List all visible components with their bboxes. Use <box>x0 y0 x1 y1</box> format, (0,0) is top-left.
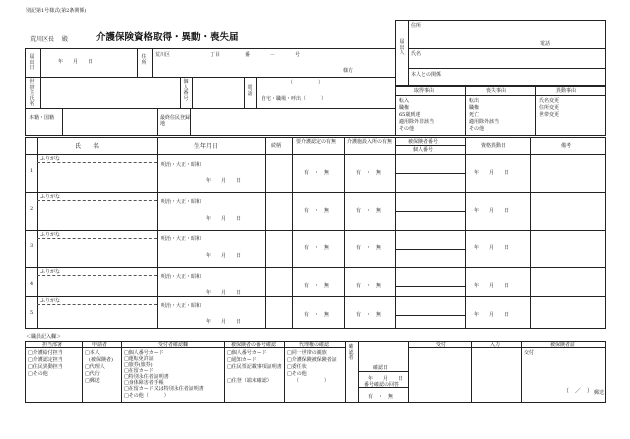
col-change-date: 資格異動日 <box>481 143 507 149</box>
furigana-label: ふりがな <box>40 232 61 238</box>
reporter-item: □本人 <box>85 350 100 356</box>
staff-insured-check-label: 被保険者の番号確認 <box>231 342 277 348</box>
last-residence-label: 最終住民登録地 <box>160 115 191 127</box>
reporter-item: □代理人 <box>85 364 105 370</box>
id-item: □旅券(旅券) <box>124 362 153 368</box>
facility-yes-no: 有 ・ 無 <box>356 312 382 318</box>
dept-item: □その他 <box>28 371 48 377</box>
care-yes-no: 有 ・ 無 <box>304 170 330 176</box>
addressee-honorific: 殿 <box>62 36 69 43</box>
change-date: 年 月 日 <box>474 170 510 176</box>
agent-item: □委任状 <box>287 364 307 370</box>
birth-ymd: 年 月 日 <box>206 290 242 296</box>
staff-dept-label: 担当部署 <box>42 342 63 348</box>
address-value: 荒川区 丁目 番 － 号 <box>155 52 301 58</box>
id-item: □在留カード <box>124 368 154 374</box>
acq-5: その他 <box>399 126 415 132</box>
col-insured-number: 被保険者番号 <box>408 139 439 145</box>
agent-item: □同一世帯の親族 <box>287 350 327 356</box>
birth-eras: 明治・大正・昭和 <box>161 274 202 280</box>
change-2: 住所変更 <box>539 105 560 111</box>
birth-eras: 明治・大正・昭和 <box>161 162 202 168</box>
reporter-address-label: 住所 <box>411 23 422 29</box>
card-date: （ ／ ） <box>563 388 594 395</box>
facility-yes-no: 有 ・ 無 <box>356 208 382 214</box>
col-relation: 続柄 <box>271 143 282 149</box>
reporter-relation-label: 本人との関係 <box>411 72 442 78</box>
birth-ymd: 年 月 日 <box>206 178 242 184</box>
date-value: 年 月 日 <box>58 59 94 65</box>
col-care-cert: 要介護認定の有無 <box>296 139 337 145</box>
confirm-date-label: 確認日 <box>373 365 389 371</box>
staff-input-label: 入力 <box>490 342 501 348</box>
facility-yes-no: 有 ・ 無 <box>356 245 382 251</box>
id-item: □特別永住者証明書 <box>124 374 169 380</box>
birth-eras: 明治・大正・昭和 <box>161 199 202 205</box>
col-birth: 生年月日 <box>194 143 219 150</box>
facility-yes-no: 有 ・ 無 <box>356 283 382 289</box>
phone-type: 自宅・職場・呼出（ ） <box>261 96 327 102</box>
reporter-item: □代行 <box>85 371 100 377</box>
change-date: 年 月 日 <box>474 283 510 289</box>
id-item: □個人番号カード <box>124 350 164 356</box>
col-individual-number: 個人番号 <box>413 147 434 153</box>
acq-1: 転入 <box>399 98 410 104</box>
care-yes-no: 有 ・ 無 <box>304 283 330 289</box>
agent-item: □介護保険被保険者証 <box>287 357 337 363</box>
insured-item: □通知カード <box>227 357 257 363</box>
birth-eras: 明治・大正・昭和 <box>161 236 202 242</box>
staff-confirmer-label: 確認者 <box>348 344 354 362</box>
phone-label: 電話 <box>247 85 253 97</box>
staff-agent-check-label: 代理権の確認 <box>299 342 330 348</box>
loss-3: 死亡 <box>469 112 480 118</box>
facility-yes-no: 有 ・ 無 <box>356 170 382 176</box>
number-confirm-label: 番号確認の回答 <box>364 382 400 388</box>
reporter-name-label: 氏名 <box>411 51 422 57</box>
loss-5: その他 <box>469 126 485 132</box>
col-facility: 介護施設入所の有無 <box>347 139 393 145</box>
row-number: 1 <box>30 168 34 174</box>
insured-item: □住登（端末確認） <box>227 378 272 384</box>
id-item: □身体障害者手帳 <box>124 380 164 386</box>
change-3: 世帯変更 <box>539 112 560 118</box>
individual-number-label: 個人番号 <box>183 79 189 102</box>
row-number: 5 <box>30 310 34 316</box>
staff-id-check-label: 受付者確認欄 <box>158 342 189 348</box>
card-mail: 郵送 <box>594 390 605 396</box>
furigana-label: ふりがな <box>40 269 61 275</box>
furigana-label: ふりがな <box>40 194 61 200</box>
reason-header-acquisition: 取得事由 <box>414 88 435 94</box>
col-name: 氏 名 <box>75 143 100 150</box>
staff-card-label: 被保険者証 <box>550 342 576 348</box>
card-delivery: 交付 <box>524 350 535 356</box>
birth-ymd: 年 月 日 <box>206 216 242 222</box>
address-suffix: 様方 <box>343 68 354 74</box>
loss-1: 転出 <box>469 98 480 104</box>
reason-header-loss: 喪失事由 <box>486 88 507 94</box>
reason-header-change: 異動事由 <box>556 88 577 94</box>
insured-item: □住民票記載事項証明書 <box>227 364 282 370</box>
loss-4: 適用除外該当 <box>469 119 500 125</box>
nationality-label: 本籍・国籍 <box>29 115 55 121</box>
care-yes-no: 有 ・ 無 <box>304 312 330 318</box>
page-title: 介護保険資格取得・異動・喪失届 <box>96 32 239 43</box>
phone-value: （ ） <box>288 80 324 86</box>
row-number: 4 <box>30 281 34 287</box>
furigana-label: ふりがな <box>40 156 61 162</box>
staff-reporter-label: 申請者 <box>92 342 108 348</box>
birth-ymd: 年 月 日 <box>206 319 242 325</box>
members-table <box>25 137 606 329</box>
birth-eras: 明治・大正・昭和 <box>161 303 202 309</box>
number-confirm-yes-no: 有 ・ 無 <box>368 394 394 400</box>
change-date: 年 月 日 <box>474 208 510 214</box>
furigana-label: ふりがな <box>40 298 61 304</box>
row-number: 2 <box>30 206 34 212</box>
dept-item: □住民異動担当 <box>28 364 63 370</box>
form-number: 別記第1号様式(第2条関係) <box>26 8 87 14</box>
address-label: 住所 <box>141 54 147 66</box>
id-item: □在留カード又は特別永住者証明書 <box>124 386 204 392</box>
row-number: 3 <box>30 243 34 249</box>
reporter-phone-label: 電話 <box>540 41 551 47</box>
acq-2: 職権 <box>399 105 410 111</box>
agent-item: □その他 <box>287 371 307 377</box>
change-1: 氏名変更 <box>539 98 560 104</box>
household-head-label: 世帯主氏名 <box>29 79 35 108</box>
staff-section-label: ＜職員記入欄＞ <box>26 334 62 340</box>
id-item: □運転免許証 <box>124 356 154 362</box>
insured-item: □個人番号カード <box>227 350 267 356</box>
date-label: 届出日 <box>29 54 35 72</box>
staff-receipt-label: 受付 <box>436 342 447 348</box>
confirm-date-value: 年 月 日 <box>368 376 404 382</box>
change-date: 年 月 日 <box>474 245 510 251</box>
care-yes-no: 有 ・ 無 <box>304 208 330 214</box>
dept-item: □介護認定担当 <box>28 357 63 363</box>
loss-2: 職権 <box>469 105 480 111</box>
addressee-ward: 荒川区長 <box>30 36 55 43</box>
change-date: 年 月 日 <box>474 312 510 318</box>
reporter-item: (被保険者) <box>89 357 113 363</box>
reporter-item: □郵送 <box>85 378 100 384</box>
agent-item: （ ） <box>294 378 330 384</box>
dept-item: □介護給付担当 <box>28 350 63 356</box>
birth-ymd: 年 月 日 <box>206 253 242 259</box>
id-item: □その他（ ） <box>124 393 169 399</box>
acq-4: 適用除外非該当 <box>399 119 435 125</box>
reporter-label: 届出人 <box>399 39 405 57</box>
care-yes-no: 有 ・ 無 <box>304 245 330 251</box>
acq-3: 65歳到達 <box>399 112 421 118</box>
col-remarks: 備考 <box>561 143 572 149</box>
